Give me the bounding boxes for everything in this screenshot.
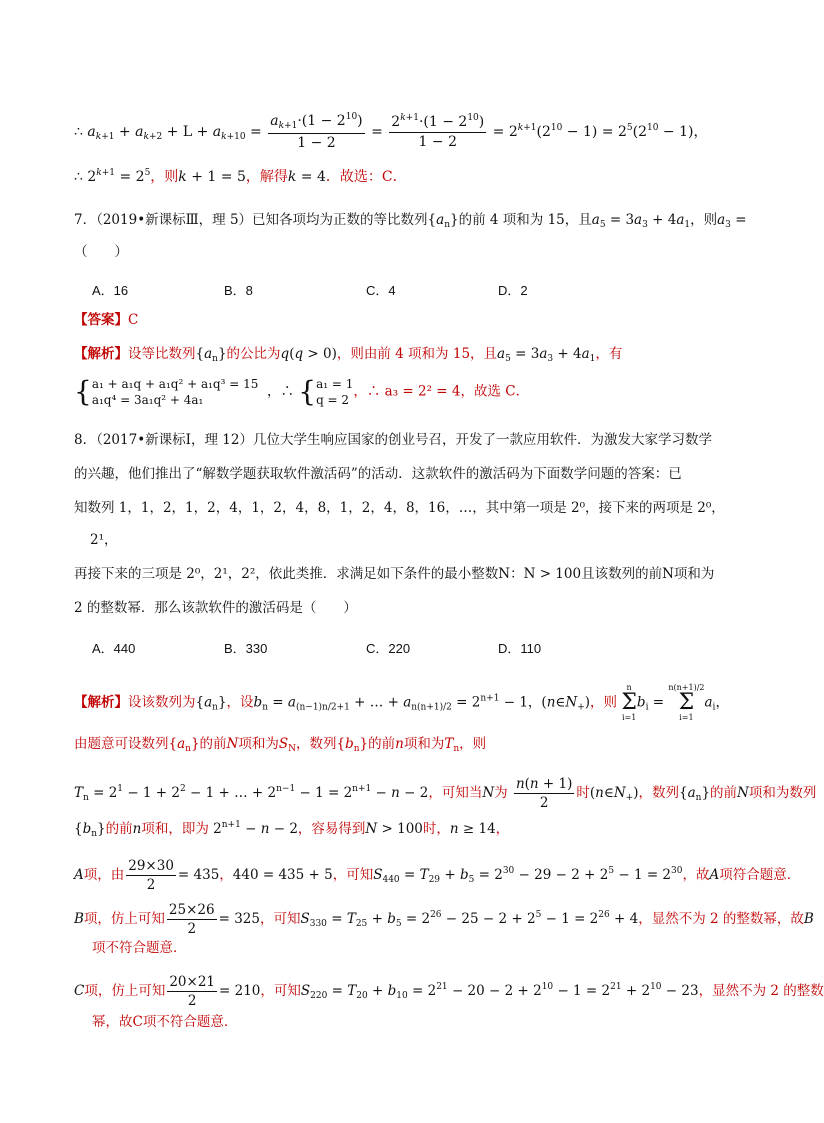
q8-analysis-line-3: $T_n = 2^1 - 1 + 2^2 - 1$ + … + $2^{n-1} - 1 = 2^{n+1} - n - 2$，可知当N为 $\frac{n(n + 1)}{2}$ 时$(n\in N_+)$，数列$\{a_n\}$的前N项和为数列 [74, 776, 817, 812]
q8-stem-line-2: 的兴趣，他们推出了“解数学题获取软件激活码”的活动．这款软件的激活码为下面数学问题的答案：已 [74, 466, 682, 482]
q7-answer [74, 312, 138, 328]
analysis-tag: 【解析】 [74, 346, 128, 362]
solution-eq-1: a₁ = 1 [316, 377, 354, 391]
solution-eq-2: q = 2 [316, 393, 350, 408]
q8-option-b-analysis: B项，仿上可知 $\frac{25\times 26}{2}$ = 325，可知$S_{330} = T_{25} + b_5 = 2^{26} - 25 - 2 + 2^5 - 1 = 2^{26} + 4$，显然不为 2 的整数幂，故B [74, 902, 814, 938]
solve-k-line: ∴ $2^{k+1} = 2^5$，则k + 1 = 5，解得k = 4．故选：C． [74, 168, 407, 185]
q8-option-c-analysis: C项，仿上可知 $\frac{20\times 21}{2}$ = 210，可知$S_{220} = T_{20} + b_{10} = 2^{21} - 20 - 2 + 2^{10} - 1 = 2^{21} + 2^{10} - 23$，显然不为 2 的整数 [74, 974, 824, 1010]
analysis-tag: 【解析】 [74, 694, 128, 711]
answer-tag: 【答案】 [74, 312, 128, 328]
q8-option-d: D．110 [498, 641, 542, 656]
q7-conclusion: ，∴ a₃ = 2² = 4，故选 C． [353, 383, 530, 400]
q8-stem-line-1: 8．（2017•新课标Ⅰ，理 12）几位大学生响应国家的创业号召，开发了一款应用软件．为激发大家学习数学 [74, 432, 712, 448]
q8-stem-line-6: 2 的整数幂．那么该款软件的激活码是（ ） [74, 600, 357, 616]
q8-stem-line-4: 2¹， [90, 532, 118, 548]
system-eq-2: a₁q⁴ = 3a₁q² + 4a₁ [91, 393, 204, 408]
q7-option-a: A．16 [92, 283, 129, 298]
q7-option-c: C．4 [366, 283, 396, 298]
q8-analysis-line-2: 由题意可设数列$\{a_n\}$的前N项和为$S_N$，数列$\{b_n\}$的前n项和为$T_n$，则 [74, 736, 487, 754]
q8-option-b: B．330 [224, 641, 268, 656]
q7-option-d: D．2 [498, 283, 528, 298]
q8-option-a: A．440 [92, 641, 136, 656]
q7-blank: （ ） [74, 244, 128, 260]
q7-option-b: B．8 [224, 283, 253, 298]
system-eq-1: a₁ + a₁q + a₁q² + a₁q³ = 15 [91, 377, 259, 391]
q8-option-b-analysis-cont: 项不符合题意． [92, 940, 187, 956]
answer-value: C [128, 312, 139, 328]
q8-option-c-analysis-cont: 幂，故C项不符合题意． [92, 1014, 238, 1030]
q8-analysis-line-1: 【解析】设该数列为$\{a_n\}$，设$b_n = a_{(n-1)n/2+1}$ + … + $a_{n(n+1)/2} = 2^{n+1} - 1$，$(n\in N_+)$，则 n Σ i=1 $b_i$ = n(n+1)/2 Σ i=1 $a_i$， [74, 683, 729, 722]
sum-equation-line: ∴ $a_{k+1} + a_{k+2} + L + a_{k+10}$ = $\frac{a_{k+1}\cdot(1 - 2^{10})}{1 - 2}$ = $\frac{2^{k+1}\cdot(1 - 2^{10})}{1 - 2}$ = $2^{k+1}(2^{10} - 1) = 2^5(2^{10} - 1)$， [74, 112, 708, 151]
q7-analysis: 【解析】设等比数列$\{a_n\}$的公比为q(q > 0)，则由前 4 项和为 15，且$a_5 = 3a_3 + 4a_1$，有 [74, 346, 623, 364]
q7-system: { a₁ + a₁q + a₁q² + a₁q³ = 15 a₁q⁴ = 3a₁q² + 4a₁ ，∴ { a₁ = 1 q = 2 ，∴ a₃ = 2² = 4，故选 C． [74, 375, 530, 409]
q7-stem: 7．（2019•新课标Ⅲ，理 5）已知各项均为正数的等比数列$\{a_n\}$的前 4 项和为 15，且$a_5 = 3a_3 + 4a_1$，则$a_3$ = [74, 212, 747, 230]
q8-option-a-analysis: A项，由 $\frac{29\times 30}{2}$ = 435，440 = 435 + 5，可知$S_{440} = T_{29} + b_5 = 2^{30} - 29 - 2 + 2^5 - 1 = 2^{30}$，故A项符合题意． [74, 858, 801, 894]
q8-stem-line-5: 再接下来的三项是 2⁰，2¹，2²，依此类推．求满足如下条件的最小整数N：N > 100且该数列的前N项和为 [74, 566, 715, 582]
q8-analysis-line-4: $\{b_n\}$的前n项和，即为 $2^{n+1} - n - 2$，容易得到N > 100时，n ≥ 14， [74, 820, 510, 839]
q8-option-c: C．220 [366, 641, 411, 656]
q8-stem-line-3: 知数列 1，1，2，1，2，4，1，2，4，8，1，2，4，8，16，…，其中第一项是 2⁰，接下来的两项是 2⁰， [74, 500, 725, 516]
